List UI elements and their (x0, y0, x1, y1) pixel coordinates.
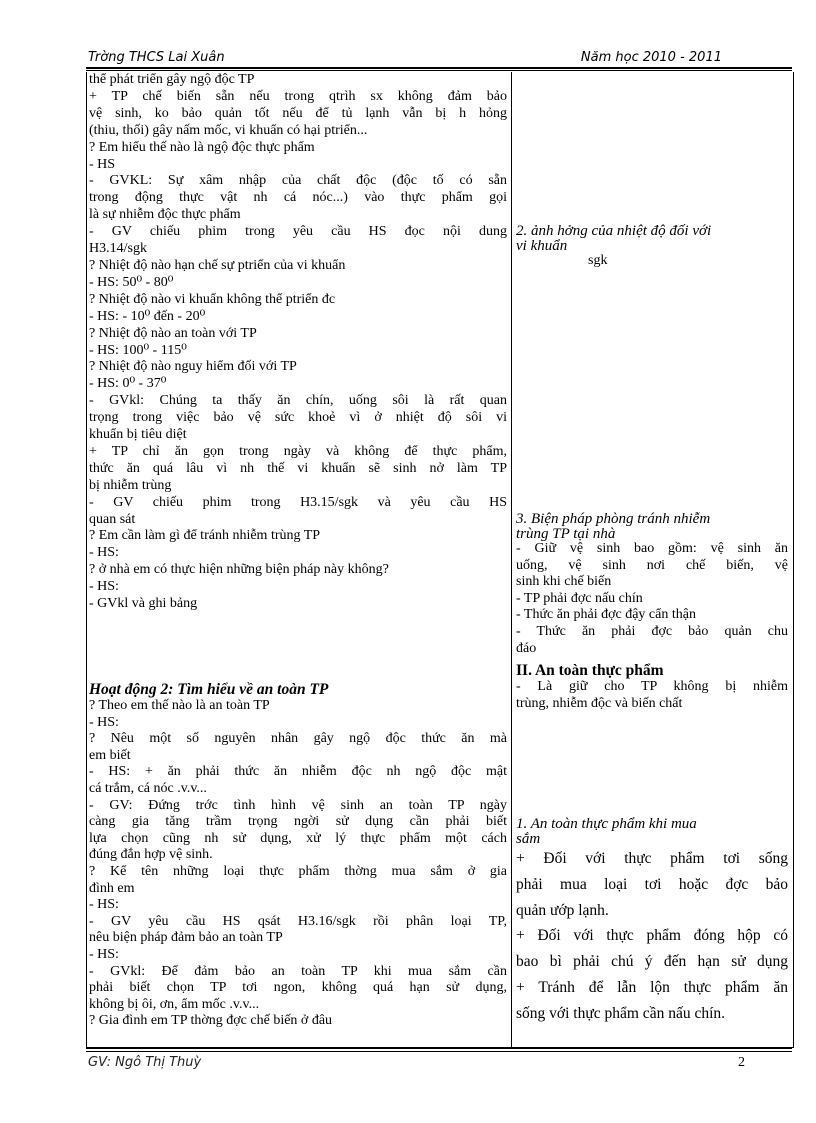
activity-line: (thiu, thối) gây nấm mốc, vi khuẩn có hại ptriển... (89, 122, 368, 138)
section-ii-1-item: bao bì phải chú ý đến hạn sử dụng (516, 953, 788, 971)
activity-line: em biết (89, 747, 131, 763)
section-3-item: sinh khi chế biến (516, 574, 612, 590)
section-ii-text (516, 679, 788, 712)
section-3-title-cont: trùng TP tại nhà (516, 525, 616, 542)
section-ii-1-item: + Đối với thực phẩm đóng hộp có (516, 927, 788, 945)
section-3-item: - Giữ vệ sinh bao gồm: vệ sinh ăn (516, 541, 788, 556)
section-ii-line: trùng, nhiễm độc và biến chất (516, 695, 683, 711)
lesson-table (86, 72, 794, 1048)
section-3-title: 3. Biện pháp phòng tránh nhiễm (516, 511, 711, 527)
section-3-item: - Thức ăn phải đợc bảo quản chu (516, 623, 788, 639)
activity-line: vệ sinh, ko bảo quản tốt nếu để tủ lạnh vẫn bị h hỏng (89, 105, 507, 121)
activity-line: - HS: (89, 545, 119, 561)
activity-line: trọng trong việc bảo vệ sức khoẻ vì ở nhiệt độ sôi vi (89, 410, 507, 426)
section-3-item: đáo (516, 640, 537, 656)
activity-line: nêu biện pháp đảm bảo an toàn TP (89, 930, 283, 946)
activity-line: H3.14/sgk (89, 241, 147, 257)
section-2-heading (516, 224, 788, 269)
activity-line: - HS: + ăn phải thức ăn nhiễm độc nh ngộ độc mật (89, 764, 507, 780)
school-name: Trờng THCS Lai Xuân (88, 50, 225, 65)
section-ii-line: - Là giữ cho TP không bị nhiễm (516, 679, 788, 694)
activity-line: - GV yêu cầu HS qsát H3.16/sgk rồi phân loại TP, (89, 913, 507, 929)
section-ii-1-title-cont: sắm (516, 830, 541, 847)
teacher-name: GV: Ngô Thị Thuỳ (88, 1055, 202, 1070)
activity-line: Hoạt động 2: Tìm hiểu về an toàn TP (89, 681, 329, 698)
activity-line: cá trắm, cá nóc .v.v... (89, 780, 207, 796)
activity-line: ? Em hiểu thế nào là ngộ độc thực phẩm (89, 139, 315, 155)
activity-line: - HS: (89, 946, 119, 962)
activity-line: - GVkl: Để đảm bảo an toàn TP khi mua sắm cần (89, 963, 507, 979)
activity-line: quan sát (89, 511, 136, 527)
section-ii-1-item: quản ướp lạnh. (516, 901, 609, 919)
activity-line: - HS (89, 156, 116, 172)
section-2-title: 2. ảnh hởng của nhiệt độ đối với (516, 223, 712, 239)
activity-line: - GVkl và ghi bảng (89, 596, 198, 612)
activity-line: - GV chiếu phim trong H3.15/sgk và yêu cầu HS (89, 494, 507, 510)
activity-line: - HS: 0⁰ - 37⁰ (89, 376, 167, 392)
activity-line: - HS: (89, 897, 119, 913)
activity-line: bị nhiễm trùng (89, 477, 172, 493)
column-divider (511, 72, 512, 1047)
section-3 (516, 512, 788, 657)
section-3-list (516, 541, 788, 657)
activity-line: - GV chiếu phim trong yêu cầu HS đọc nội dung (89, 224, 507, 240)
section-ii-title: II. An toàn thực phẩm (516, 662, 664, 679)
activity-line: ? Em cần làm gì để tránh nhiễm trùng TP (89, 528, 321, 544)
header-rule-thin (86, 70, 792, 71)
activity-line: lựa chọn cũng nh sử dụng, xử lý thực phẩm một cách (89, 830, 507, 846)
activity-line: ? Kể tên những loại thực phẩm thờng mua sắm ở gia (89, 863, 507, 879)
activity-line: - HS: 50⁰ - 80⁰ (89, 274, 174, 290)
activity-line: đúng đắn hợp vệ sinh. (89, 847, 213, 863)
section-2-title-cont: vi khuẩn (516, 237, 568, 254)
section-ii-1-title: 1. An toàn thực phẩm khi mua (516, 816, 697, 832)
activity-line: - HS: - 10⁰ đến - 20⁰ (89, 308, 206, 324)
activity-line: - GV: Đứng trớc tình hình vệ sinh an toàn TP ngày (89, 797, 507, 813)
page-number: 2 (738, 1055, 745, 1070)
activity-line: càng gia tăng trầm trọng ngời sử dụng cần phải biết (89, 814, 507, 830)
activity-line: là sự nhiễm độc thực phẩm (89, 207, 241, 223)
activity-line: ? Nêu một số nguyên nhân gây ngộ độc thức ăn mà (89, 731, 507, 747)
activity-line: thể phát triển gây ngộ độc TP (89, 72, 255, 87)
section-ii-1 (516, 817, 788, 1027)
activity-line: + TP chỉ ăn gọn trong ngày và không để thực phẩm, (89, 443, 507, 459)
activity-line: không bị ôi, ơn, ẩm mốc .v.v... (89, 996, 260, 1012)
activity-line: ? Nhiệt độ nào hạn chế sự ptriển của vi khuẩn (89, 257, 346, 273)
activity-line: khuẩn bị tiêu diệt (89, 427, 187, 443)
activity-line: phải biết chọn TP tơi ngon, không quá hạn sử dụng, (89, 980, 507, 996)
activity-line: - GVKL: Sự xâm nhập của chất độc (độc tố có sẵn (89, 173, 507, 189)
page-header (86, 50, 756, 68)
activity-line: + TP chế biến sẵn nếu trong qtrìh sx không đảm bảo (89, 88, 507, 104)
activity-line: - GVkl: Chúng ta thấy ăn chín, uống sôi là rất quan (89, 393, 507, 409)
activity-line: ? Nhiệt độ nào an toàn với TP (89, 325, 257, 341)
section-ii-1-item: sống với thực phẩm cần nấu chín. (516, 1004, 726, 1022)
section-ii (516, 663, 788, 712)
activity-line: ? Nhiệt độ nào nguy hiểm đối với TP (89, 359, 297, 375)
activity-line: - HS: 100⁰ - 115⁰ (89, 342, 187, 358)
activity-line: - HS: (89, 579, 119, 595)
activity-line: ? Theo em thế nào là an toàn TP (89, 698, 270, 713)
section-2-ref: sgk (588, 253, 608, 268)
section-ii-1-item: + Đối với thực phẩm tơi sống (516, 850, 788, 867)
activity-line: ? ở nhà em có thực hiện những biện pháp này không? (89, 562, 389, 578)
activity-line: - HS: (89, 714, 119, 730)
activity-1-content (89, 72, 507, 613)
school-year: Năm học 2010 - 2011 (580, 50, 722, 65)
activity-line: ? Nhiệt độ nào vi khuẩn không thể ptriển đc (89, 291, 336, 307)
activity-line: ? Gia đình em TP thờng đợc chế biến ở đâu (89, 1013, 333, 1029)
section-3-item: - TP phải đợc nấu chín (516, 590, 643, 606)
activity-2-content (89, 681, 507, 1030)
header-rule (86, 67, 792, 69)
activity-line: đình em (89, 880, 135, 896)
section-ii-1-item: + Tránh để lẫn lộn thực phẩm ăn (516, 978, 788, 996)
activity-line: thức ăn quá lâu vì nh thế vi khuẩn sẽ sinh nở làm TP (89, 460, 507, 476)
section-3-item: - Thức ăn phải đợc đậy cẩn thận (516, 607, 696, 623)
section-ii-1-list (516, 846, 788, 1027)
section-3-item: uống, vệ sinh nơi chế biến, vệ (516, 557, 788, 573)
activity-line: trong động thực vật nh cá nóc...) vào thực phẩm gọi (89, 190, 507, 206)
footer-rule-thin (86, 1051, 792, 1052)
section-ii-1-item: phải mua loại tơi hoặc đợc bảo (516, 875, 788, 893)
footer-rule (86, 1047, 792, 1049)
